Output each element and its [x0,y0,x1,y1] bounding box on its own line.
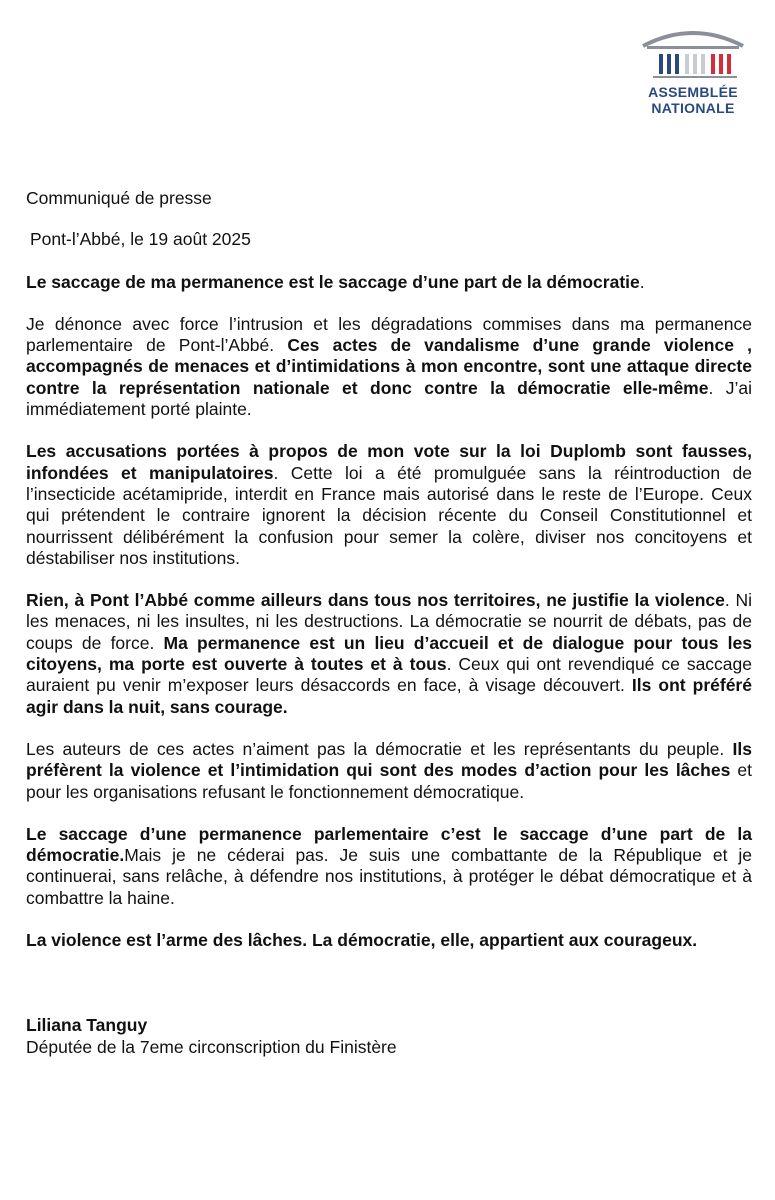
document-type: Communiqué de presse [26,188,212,208]
paragraph-1 [26,314,752,420]
p5-text: Mais je ne céderai pas. Je suis une combattante de la République et je continuerai, sans relâche, à défendre nos institutions, à protéger le débat démocratique et à combattre la haine. [26,845,752,908]
paragraph-2 [26,441,752,569]
headline-tail: . [639,271,645,292]
paragraph-3 [26,590,752,718]
p3-text-d: . Ceux qui ont revendiqué ce saccage auraient pu venir m’exposer leurs désaccords en face, à visage découvert. [26,654,753,696]
hemicycle-emblem-icon [639,24,747,82]
p2-text: . Cette loi a été promulguée sans la réintroduction de l’insecticide acétamipride, interdit en France mais autorisé dans le reste de l’Europe. Ceux qui prétendent le contraire ignorent la décision récente du Conseil Constitutionnel et nourrissent délibérément la confusion pour semer la colère, diviser nos concitoyens et déstabiliser nos institutions. [26,462,752,568]
p4-bold: Ils préfèrent la violence et l’intimidation qui sont des modes d’action pour les lâches [26,738,752,781]
p3-bold-c: Ma permanence est un lieu d’accueil et de dialogue pour tous les citoyens, ma porte est ouverte à toutes et à tous [26,632,752,675]
signature-name-text: Liliana Tanguy [26,1015,148,1036]
place-date: Pont-l’Abbé, le 19 août 2025 [30,229,251,250]
p4-text-c: et pour les organisations refusant le fonctionnement démocratique. [26,760,752,802]
signature-name [26,1015,752,1036]
p5-bold: Le saccage d’une permanence parlementaire c’est le saccage d’une part de la démocratie. [26,823,752,866]
p3-bold-a: Rien, à Pont l’Abbé comme ailleurs dans tous nos territoires, ne justifie la violence [26,590,725,611]
signature-title: Députée de la 7eme circonscription du Finistère [26,1036,397,1057]
closing-statement [26,930,752,951]
logo-line-1: ASSEMBLÉE [648,84,738,100]
p1-bold: Ces actes de vandalisme d’une grande violence , accompagnés de menaces et d’intimidations à mon encontre, sont une attaque directe contre la représentation nationale et donc contre la démocratie elle-même [26,335,752,398]
headline [26,272,752,293]
p4-text-a: Les auteurs de ces actes n’aiment pas la démocratie et les représentants du peuple. [26,738,733,759]
headline-bold: Le saccage de ma permanence est le saccage d’une part de la démocratie [26,271,640,292]
logo-line-2: NATIONALE [651,100,735,116]
p1-text-a: Je dénonce avec force l’intrusion et les dégradations commises dans ma permanence parlementaire de Pont-l’Abbé. [26,313,752,356]
closing-bold: La violence est l’arme des lâches. La démocratie, elle, appartient aux courageux. [26,930,698,951]
paragraph-5 [26,824,752,909]
p1-text-c: . J’ai immédiatement porté plainte. [26,377,752,420]
logo-wordmark [637,84,749,116]
paragraph-4 [26,739,752,803]
assemblee-nationale-logo [637,24,747,124]
p3-text-b: . Ni les menaces, ni les insultes, ni les destructions. La démocratie se nourrit de débats, pas de coups de force. [26,590,752,653]
p3-bold-e: Ils ont préféré agir dans la nuit, sans courage. [26,675,752,717]
p2-bold: Les accusations portées à propos de mon vote sur la loi Duplomb sont fausses, infondées et manipulatoires [26,441,752,483]
press-release-body [26,188,752,1058]
